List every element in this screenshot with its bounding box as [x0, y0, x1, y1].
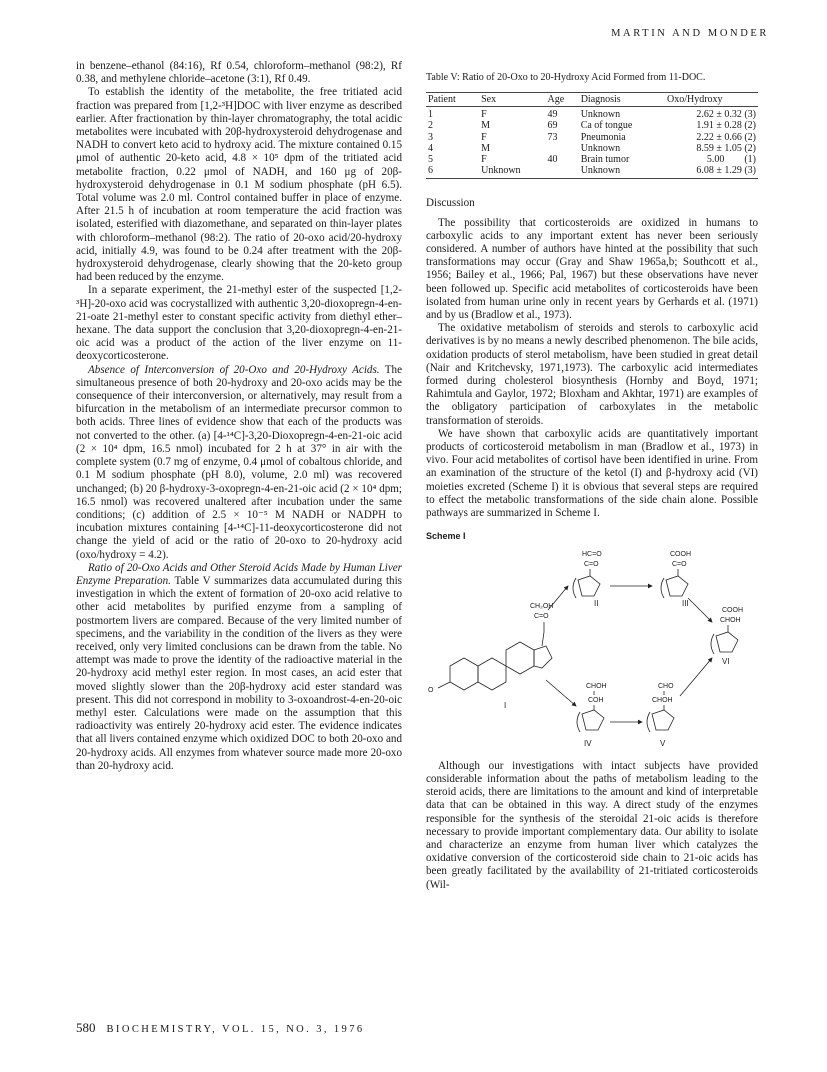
arrow-III-to-VI [688, 598, 712, 622]
cell-diagnosis: Unknown [579, 165, 665, 179]
cell-patient: 1 [428, 109, 433, 121]
table-row [426, 143, 758, 154]
compound-I-top: CH₂OH [530, 602, 554, 610]
cell-sex: F [481, 131, 487, 143]
paragraph-body: The simultaneous presence of both 20-hydroxy and 20-oxo acids may be the consequence of their interconversion, or alternatively, may result from a bifurcation in the metabolism of an intermediate precursor common to both acids. Three lines of evidence show that each of the products was not converted to the other. (a) [4-¹⁴C]-3,20-Dioxopregn-4-en-21-oic acid (2 × 10⁴ dpm, 16.5 nmol) incubated for 2 h at 37° in air with the complete system (0.7 mg of enzyme, 0.4 μmol of cobaltous chloride, and 0.1 M sodium phosphate (pH 8.0), volume, 2.0 ml) was recovered unchanged; (b) 20 β-hydroxy-3-oxopregn-4-en-21-oic acid (2 × 10⁴ dpm; 16.5 nmol) was recovered unaltered after incubation under the same conditions; (c) addition of 2.5 × 10⁻⁵ M NADH or NADPH to incubation mixtures containing [4-¹⁴C]-11-deoxycorticosterone did not change the yield of acid or the ratio of 20-oxo to 20-hydroxy acid (oxo/hydroxy = 4.2). [76, 363, 402, 561]
compound-VI-top: COOH [722, 606, 743, 614]
paragraph-heading: Ratio of 20-Oxo Acids and Other Steroid Acids Made by Human Liver Enzyme Preparation. [76, 561, 402, 587]
paragraph: Although our investigations with intact subjects have provided considerable information about the paths of metabolism leading to the steroid acids, there are limitations to the amount and kind of interpretable data that can be obtained in this way. A direct study of the enzymes responsible for the synthesis of the steroidal 21-oic acids is therefore necessary to provide important complementary data. Our ability to isolate and characterize an enzyme from human liver which catalyzes the oxidative conversion of the corticosteroid side chain to 21-oic acids has been greatly facilitated by the availability of 21-tritiated corticosteroids (Wil- [426, 759, 758, 891]
running-head: MARTIN AND MONDER [611, 28, 769, 39]
cell-ratio: 2.62 ± 0.32 (3) [696, 109, 756, 121]
steroid-skeleton-I [438, 622, 552, 690]
compound-IV-bottom: COH [588, 696, 604, 704]
table-header: Diagnosis [579, 93, 665, 107]
compound-III-top: COOH [670, 550, 691, 558]
data-table [426, 92, 758, 179]
ring-label: O [428, 686, 434, 694]
cell-diagnosis: Brain tumor [580, 154, 630, 166]
paragraph: in benzene–ethanol (84:16), Rf 0.54, chloroform–methanol (98:2), Rf 0.38, and methylene chloride–acetone (3:1), Rf 0.49. [76, 60, 402, 86]
cell-age [546, 165, 579, 179]
compound-II-bottom: C=O [584, 560, 599, 568]
paragraph-heading: Absence of Interconversion of 20-Oxo and 20-Hydroxy Acids. [88, 363, 380, 376]
cell-ratio: 2.22 ± 0.66 (2) [696, 131, 756, 143]
compound-V-numeral: V [660, 738, 666, 748]
cell-ratio: 1.91 ± 0.28 (2) [696, 120, 756, 132]
table-row [426, 154, 758, 165]
cell-sex: F [481, 109, 487, 121]
scheme-diagram [426, 546, 758, 756]
page-number: 580 [76, 1020, 96, 1035]
section-title: Discussion [426, 197, 475, 210]
cell-sex: F [481, 154, 487, 166]
compound-III-bottom: C=O [672, 560, 687, 568]
compound-II-top: HC=O [582, 550, 602, 558]
scheme-figure [426, 530, 758, 759]
table-row [426, 107, 758, 121]
cell-patient: 4 [428, 142, 433, 154]
cell-ratio: 6.08 ± 1.29 (3) [665, 165, 758, 179]
cell-patient: 2 [428, 120, 433, 132]
compound-V-bottom: CHOH [652, 696, 673, 704]
compound-VI-numeral: VI [722, 656, 730, 666]
paragraph [76, 562, 402, 773]
compound-IV-numeral: IV [584, 738, 592, 748]
cell-patient: 5 [428, 154, 433, 166]
cell-age [546, 143, 579, 154]
cell-diagnosis: Ca of tongue [580, 120, 633, 132]
paragraph: The oxidative metabolism of steroids and sterols to carboxylic acid derivatives is by no means a newly described phenomenon. The bile acids, oxidation products of sterol metabolism, have been studied in great detail (Nair and Kritchevsky, 1971,1973). The carboxylic acid intermediates formed during cholesterol biosynthesis (Hornby and Boyd, 1971; Rahimtula and Gaylor, 1972; Bloxham and Akhtar, 1971) are examples of the obligatory participation of carboxylates in the metabolic transformation of steroids. [426, 322, 758, 427]
paragraph [76, 364, 402, 562]
cell-sex: M [481, 142, 491, 154]
cell-diagnosis: Unknown [580, 142, 621, 154]
compound-I-bottom: C=O [534, 612, 549, 620]
compound-III-numeral: III [682, 598, 689, 608]
cell-diagnosis: Unknown [580, 109, 621, 121]
cell-patient: 6 [426, 165, 479, 179]
journal-citation: BIOCHEMISTRY, VOL. 15, NO. 3, 1976 [106, 1024, 365, 1035]
cell-ratio: 5.00 (1) [706, 154, 756, 166]
paragraph-body: Table V summarizes data accumulated during this investigation in which the extent of formation of 20-oxo acid relative to other acid metabolites by purified enzyme from a sampling of postmortem livers are compared. Because of the very limited number of specimens, and the variability in the condition of the livers as they were received, only very limited conclusions can be drawn from the table. No attempt was made to prove the identity of the radioactive material in the 20-hydroxy acid methyl ester region. In most cases, an acid ester that moved slightly slower than the 20β-hydroxy acid ester standard was present. This did not correspond in mobility to 3-oxoandrost-4-en-20-oic methyl ester. Calculations were made on the assumption that this radioactivity was entirely 20-hydroxy acid ester. The evidence indicates that all livers contained enzyme which oxidized DOC to both 20-oxo and 20-hydroxy acids. All enzymes from whatever source made more 20-oxo than 20-hydroxy acid. [76, 574, 402, 772]
compound-V-top: CHO [658, 682, 674, 690]
cell-age: 40 [547, 154, 558, 166]
paragraph: In a separate experiment, the 21-methyl ester of the suspected [1,2-³H]-20-oxo acid was cocrystallized with authentic 3,20-dioxopregn-4-en-21-oate 21-methyl ester to constant specific activity from diethyl ether–hexane. The data support the conclusion that 3,20-dioxopregn-4-en-21-oic acid was a product of the action of the liver enzyme on 11-deoxycorticosterone. [76, 284, 402, 363]
page-footer [76, 1020, 365, 1036]
paragraph: We have shown that carboxylic acids are quantitatively important products of corticosteroid metabolism in man (Bradlow et al., 1973) in vivo. Four acid metabolites of cortisol have been identified in urine. From an examination of the structure of the ketol (I) and β-hydroxy acid (VI) moieties excreted (Scheme I) it is obvious that several steps are required to effect the metabolic transformations of the side chain alone. Possible pathways are summarized in Scheme I. [426, 427, 758, 520]
right-column [426, 60, 758, 892]
cell-sex: M [481, 120, 491, 132]
table-row [426, 132, 758, 143]
cell-ratio: 8.59 ± 1.05 (2) [696, 142, 756, 154]
compound-IV-top: CHOH [586, 682, 607, 690]
arrow-V-to-VI [680, 658, 712, 696]
table-row [426, 120, 758, 131]
compound-VI-bottom: CHOH [720, 616, 741, 624]
table-header: Sex [479, 93, 545, 107]
cell-patient: 3 [428, 131, 433, 143]
table-header: Age [546, 93, 579, 107]
cell-age: 73 [547, 131, 558, 143]
compound-II-numeral: II [594, 598, 599, 608]
d-ring-fragment-II [573, 569, 600, 598]
paragraph: The possibility that corticosteroids are oxidized in humans to carboxylic acids to any important extent has never been seriously considered. A number of authors have hinted at the possibility that such transformations may occur (Gray and Shaw 1965a,b; Southcott et al., 1956; Bailey et al., 1966; Pal, 1967) but these observations have never been followed up. Specific acid metabolites of corticosteroids have been isolated from human urine only in recent years by Gerhards et al. (1971) and by us (Bradlow et al., 1973). [426, 216, 758, 322]
cell-diagnosis: Pneumonia [580, 131, 626, 143]
table-header: Patient [426, 93, 479, 107]
d-ring-fragment-VI [711, 625, 738, 654]
table-header: Oxo/Hydroxy [665, 93, 758, 107]
left-column [76, 60, 402, 773]
arrow-I-to-II [548, 586, 568, 610]
table-caption: Table V: Ratio of 20-Oxo to 20-Hydroxy Acid Formed from 11-DOC. [426, 72, 706, 83]
cell-sex: Unknown [479, 165, 545, 179]
scheme-label: Scheme I [426, 531, 466, 542]
d-ring-fragment-III [661, 569, 688, 598]
table-row [426, 165, 758, 179]
compound-I-numeral: I [504, 700, 507, 710]
table-header-row [426, 93, 758, 107]
paragraph: To establish the identity of the metabolite, the free tritiated acid fraction was prepared from [1,2-³H]DOC with liver enzyme as described earlier. After fractionation by thin-layer chromatography, the total acidic metabolites were incubated with 20β-hydroxysteroid dehydrogenase and NADH to convert keto acid to hydroxy acid. The mixture contained 0.15 μmol of authentic 20-keto acid, 4.8 × 10⁵ dpm of the tritiated acid metabolite fraction, 0.22 μmol of NADH, and 160 μg of 20β-hydroxysteroid dehydrogenase in 0.1 M sodium phosphate (pH 6.5). Total volume was 2.0 ml. Control contained buffer in place of enzyme. After 21.5 h of incubation at room temperature the acid fraction was isolated, esterified with diazomethane, and separated on thin-layer plates with chloroform–methanol (98:2). The ratio of 20-oxo acid/20-hydroxy acid, initially 4.9, was found to be 0.24 after treatment with the 20β-hydroxysteroid dehydrogenase, clearly showing that the 20-keto group had been reduced by the enzyme. [76, 86, 402, 284]
cell-age: 69 [547, 120, 558, 132]
arrow-I-to-IV [546, 680, 576, 706]
cell-age: 49 [547, 109, 558, 121]
